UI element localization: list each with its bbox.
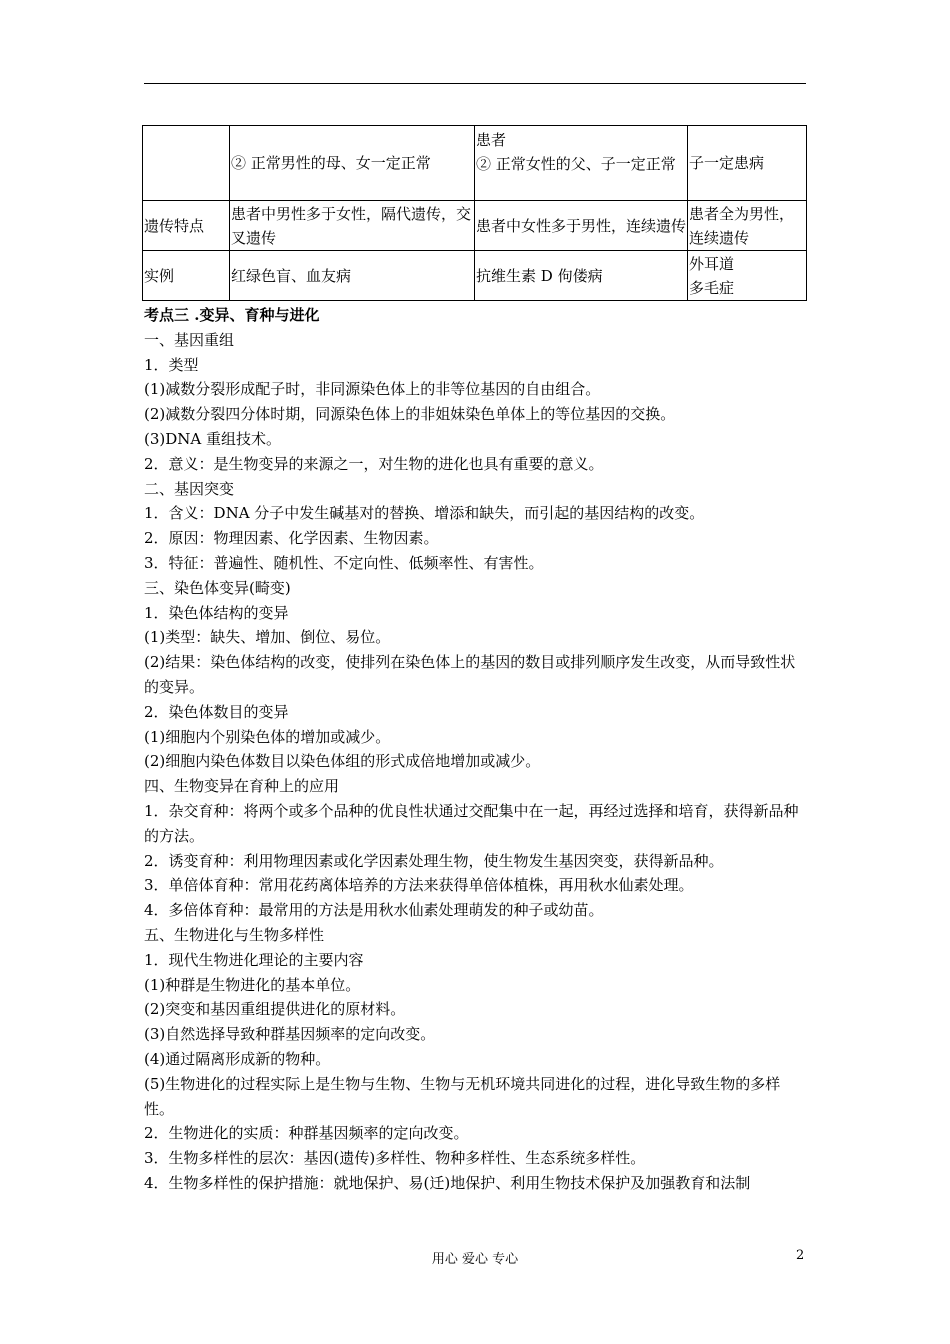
table-cell: 红绿色盲、血友病	[230, 251, 475, 301]
table-row	[143, 251, 807, 301]
body-text	[144, 303, 808, 1196]
text-line: 2．生物进化的实质：种群基因频率的定向改变。	[144, 1124, 469, 1143]
text-line: 1．含义：DNA 分子中发生碱基对的替换、增添和缺失，而引起的基因结构的改变。	[144, 504, 705, 523]
text-line: 4．多倍体育种：最常用的方法是用秋水仙素处理萌发的种子或幼苗。	[144, 901, 604, 920]
text-line: (1)细胞内个别染色体的增加或减少。	[144, 727, 391, 746]
text-line: 2．原因：物理因素、化学因素、生物因素。	[144, 529, 439, 548]
table-cell	[688, 251, 807, 301]
table-cell-text: 外耳道 多毛症	[689, 254, 735, 297]
table-cell: 实例	[143, 251, 230, 301]
text-line: 3．特征：普遍性、随机性、不定向性、低频率性、有害性。	[144, 553, 544, 572]
text-line: 1．类型	[144, 355, 199, 374]
text-line: 三、染色体变异(畸变)	[144, 578, 291, 597]
text-line: (2)结果：染色体结构的改变，使排列在染色体上的基因的数目或排列顺序发生改变，从而导致性状的变异。	[144, 653, 796, 696]
text-line: (4)通过隔离形成新的物种。	[144, 1049, 331, 1068]
text-line: 1．杂交育种：将两个或多个品种的优良性状通过交配集中在一起，再经过选择和培育，获得新品种的方法。	[144, 801, 799, 845]
footer-slogan: 用心 爱心 专心	[431, 1252, 519, 1267]
text-line: 3．生物多样性的层次：基因(遗传)多样性、物种多样性、生态系统多样性。	[144, 1149, 646, 1168]
table-cell: ② 正常男性的母、女一定正常	[230, 126, 475, 201]
text-line: (5)生物进化的过程实际上是生物与生物、生物与无机环境共同进化的过程，进化导致生物的多样性。	[144, 1074, 781, 1118]
text-line: (1)种群是生物进化的基本单位。	[144, 975, 361, 994]
text-line: (3)DNA 重组技术。	[144, 429, 282, 448]
text-line: (3)自然选择导致种群基因频率的定向改变。	[144, 1025, 436, 1044]
text-line: 二、基因突变	[144, 479, 235, 498]
inheritance-table	[142, 125, 807, 301]
section-heading: 考点三 .变异、育种与进化	[144, 306, 320, 324]
text-line: 2．意义：是生物变异的来源之一，对生物的进化也具有重要的意义。	[144, 454, 604, 473]
text-line: (2)突变和基因重组提供进化的原材料。	[144, 1000, 406, 1019]
table-cell: 遗传特点	[143, 201, 230, 251]
table-cell: 子一定患病	[688, 126, 807, 201]
table-cell: 抗维生素 D 佝偻病	[475, 251, 688, 301]
table-cell: 患者中女性多于男性，连续遗传	[475, 201, 688, 251]
page-number: 2	[796, 1248, 805, 1263]
text-line: 2．染色体数目的变异	[144, 702, 289, 721]
table-row	[143, 201, 807, 251]
text-line: 2．诱变育种：利用物理因素或化学因素处理生物，使生物发生基因突变，获得新品种。	[144, 851, 724, 870]
text-line: 1．现代生物进化理论的主要内容	[144, 950, 364, 969]
text-line: 1．染色体结构的变异	[144, 603, 289, 622]
table-cell	[143, 126, 230, 201]
text-line: (1)类型：缺失、增加、倒位、易位。	[144, 628, 391, 647]
text-line: 4．生物多样性的保护措施：就地保护、易(迁)地保护、利用生物技术保护及加强教育和法制	[144, 1173, 751, 1192]
table-cell-text: 患者 ② 正常女性的父、子一定正常	[476, 131, 676, 173]
text-line: 3．单倍体育种：常用花药离体培养的方法来获得单倍体植株，再用秋水仙素处理。	[144, 876, 694, 895]
text-line: (2)减数分裂四分体时期，同源染色体上的非姐妹染色单体上的等位基因的交换。	[144, 405, 676, 424]
text-line: (1)减数分裂形成配子时，非同源染色体上的非等位基因的自由组合。	[144, 380, 601, 399]
header-rule	[144, 83, 806, 84]
text-line: 一、基因重组	[144, 330, 235, 349]
text-line: 五、生物进化与生物多样性	[144, 925, 325, 944]
text-line: (2)细胞内染色体数目以染色体组的形式成倍地增加或减少。	[144, 752, 541, 771]
table-cell	[475, 126, 688, 201]
table-row	[143, 126, 807, 201]
text-line: 四、生物变异在育种上的应用	[144, 777, 340, 796]
table-cell: 患者全为男性，连续遗传	[688, 201, 807, 251]
table-cell: 患者中男性多于女性，隔代遗传，交叉遗传	[230, 201, 475, 251]
